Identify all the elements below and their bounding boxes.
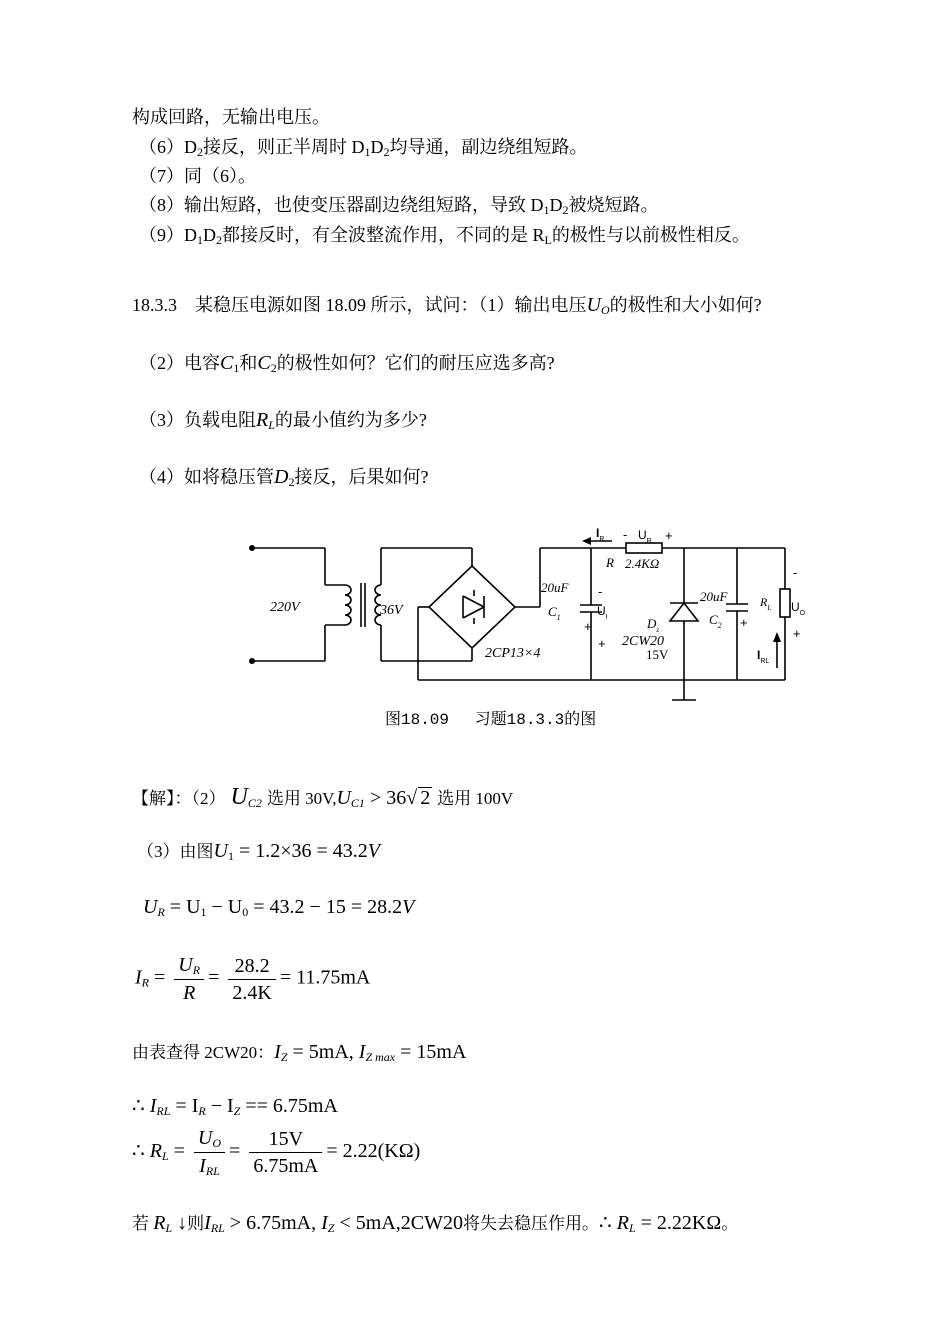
label-ur: $U_R$ (638, 528, 652, 545)
label-rl-name: $R_L$ (760, 595, 772, 612)
c1-plus-outer: + (598, 636, 606, 651)
solution-line-5: 由表查得 2CW20：$I_Z = 5mA$, $I_{Z max} = 15mA$ (132, 1041, 467, 1064)
label-uo: $U_O$ (791, 600, 806, 617)
solution-line-6: ∴ $I_{RL} = I_R - I_Z == 6.75mA$ (132, 1095, 338, 1118)
c1-minus: - (598, 584, 603, 599)
solution-line-3: $U_R = U_1 - U_0 = 43.2 - 15 = 28.2V$ (143, 896, 415, 919)
c1-plus-inner: + (584, 619, 592, 634)
label-u1: $U_I$ (597, 604, 608, 621)
label-irl: $I_{RL}$ (757, 648, 770, 665)
text-line-3: （7）同（6）。 (139, 166, 256, 186)
label-dz-name: $D_z$ (647, 616, 660, 634)
figure-caption: 图18.09 习题18.3.3的图 (385, 711, 597, 729)
solution-line-8: 若 $R_L$ ↓则$I_{RL} > 6.75mA$, $I_Z < 5mA,2CW20$将失去稳压作用。∴ $R_L = 2.22K\Omega$。 (132, 1212, 739, 1235)
label-v-sec: 36V (380, 603, 403, 618)
uo-minus: - (793, 565, 798, 580)
c2-plus: + (740, 615, 748, 630)
problem-question-2: （2）电容$C_1$和$C_2$的极性如何？它们的耐压应选多高? (139, 352, 555, 375)
label-c1-val: 20uF (541, 580, 569, 595)
ur-minus: - (623, 527, 628, 542)
label-r-val: 2.4KΩ (625, 556, 660, 571)
text-line-1: 构成回路，无输出电压。 (132, 107, 330, 127)
label-r-name: R (606, 555, 614, 570)
text-line-2: $(6)D_2$接反，则正半周时 $D_1D_2$均导通，副边绕组短路。 (139, 137, 588, 159)
label-ir: $I_R$ (596, 526, 605, 543)
label-c2-val: 20uF (700, 589, 728, 604)
problem-question-1: 18.3.3 某稳压电源如图 18.09 所示，试问：（1）输出电压$U_O$的极性和大小如何? (132, 294, 762, 317)
text-line-5: $(9)D_1D_2$都接反时，有全波整流作用，不同的是 $R_L$的极性与以前极性相反。 (139, 225, 750, 247)
label-dz-part: 2CW20 (622, 634, 664, 649)
label-c2-name: $C_2$ (709, 612, 722, 630)
problem-question-3: （3）负载电阻$R_L$的最小值约为多少? (139, 409, 427, 432)
label-bridge: 2CP13×4 (485, 646, 541, 661)
label-c1-name: $C_1$ (548, 604, 561, 622)
solution-line-1: 【解】：（2） $U_{C2}$ 选用 $30V,U_{C1} > 36√$ 2 选用 100V (132, 784, 514, 810)
solution-line-2: （3）由图$U_1 = 1.2\times 36 = 43.2V$ (137, 840, 381, 863)
ur-plus: + (665, 528, 673, 543)
problem-question-4: （4）如将稳压管$D_2$接反，后果如何? (139, 466, 429, 489)
label-v-in: 220V (270, 600, 300, 615)
solution-line-4: $I_R$ = $\frac{U_R}{R}$ = $\frac{28.2}{2.4K}$ = 11.75mA (135, 954, 371, 1004)
label-dz-volt: 15V (646, 647, 669, 662)
solution-line-7: ∴ $R_L$ = $\frac{U_O}{I_{RL}}$ = $\frac{15V}{6.75mA}$ = 2.22(KΩ) (132, 1127, 421, 1178)
uo-plus: + (793, 626, 801, 641)
text-line-4: （8）输出短路，也使变压器副边绕组短路，导致 $D_1D_2$被烧短路。 (139, 195, 659, 217)
